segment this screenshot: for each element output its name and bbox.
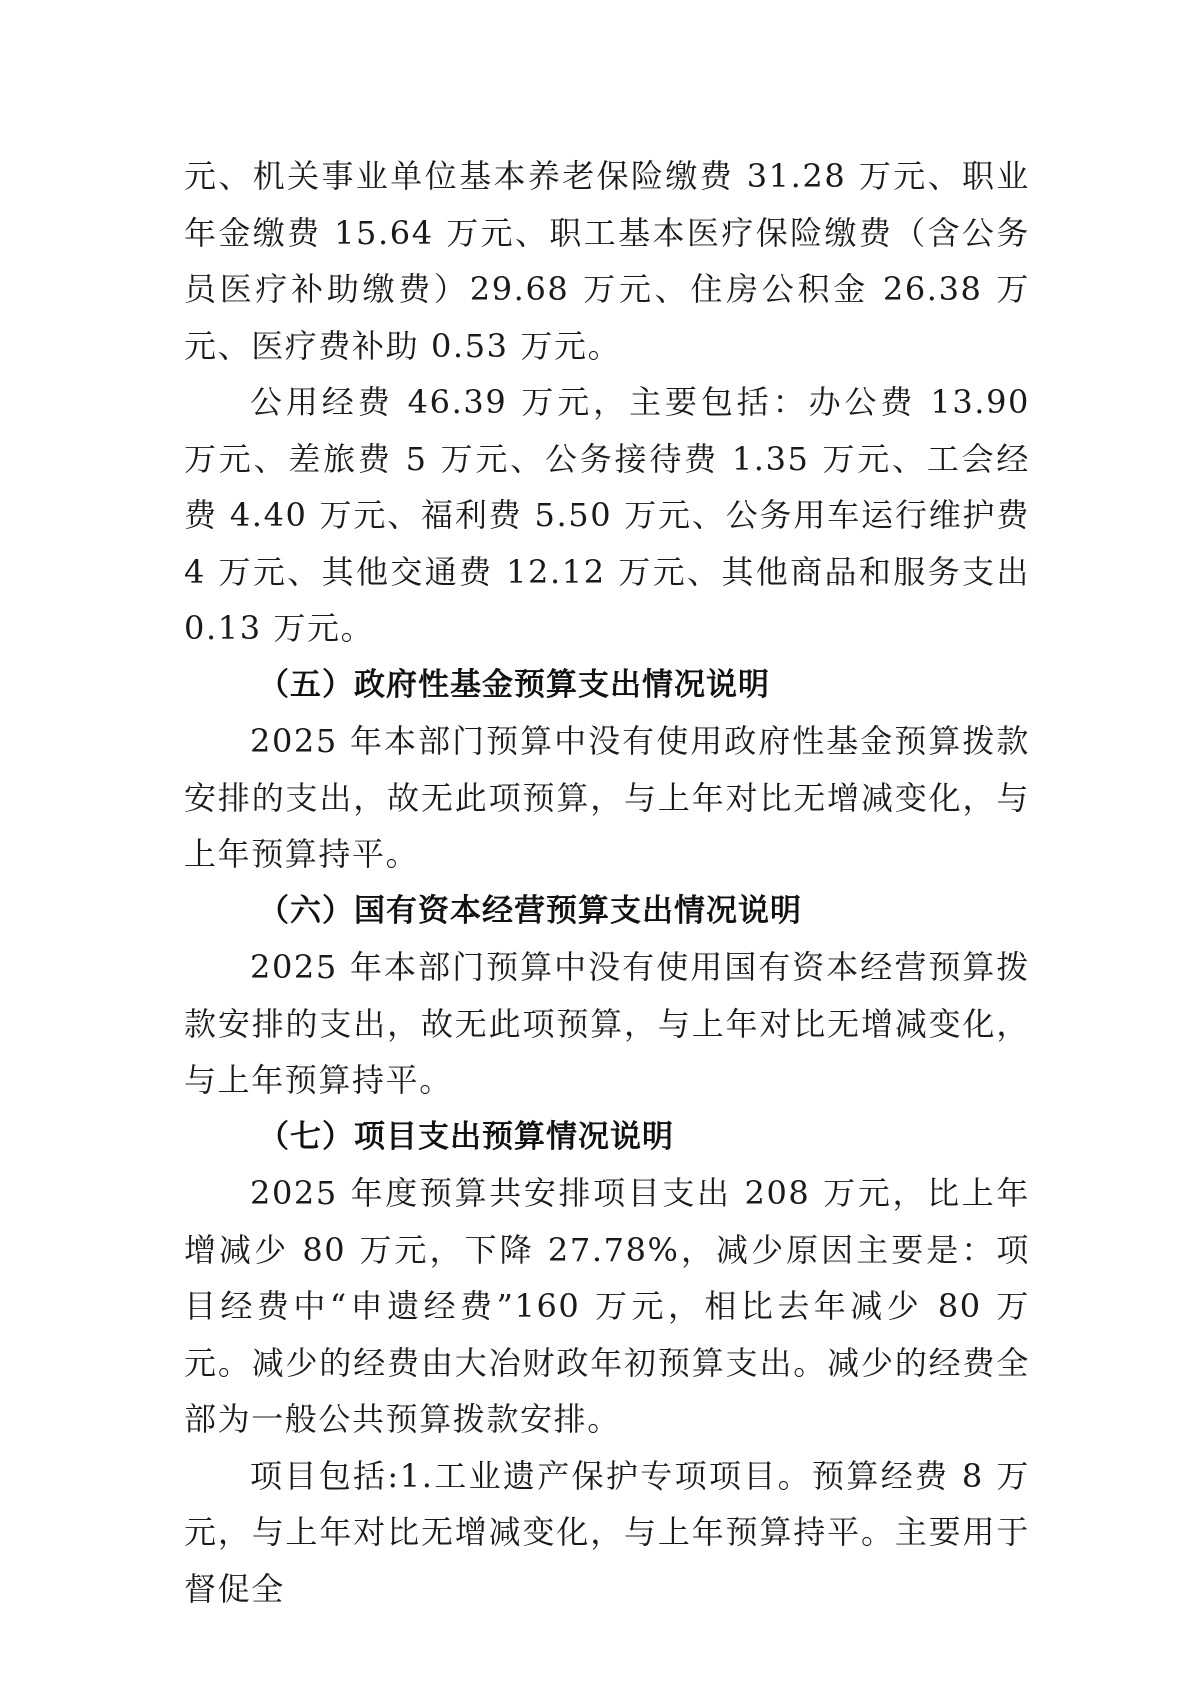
paragraph-social-insurance-continuation: 元、机关事业单位基本养老保险缴费 31.28 万元、职业年金缴费 15.64 万元、职工基本医疗保险缴费（含公务员医疗补助缴费）29.68 万元、住房公积金 26.38 万元、医疗费补助 0.53 万元。 <box>184 157 1030 365</box>
heading-government-fund-budget: （五）政府性基金预算支出情况说明 <box>258 666 770 703</box>
paragraph-state-capital-budget: 2025 年本部门预算中没有使用国有资本经营预算拨款安排的支出，故无此项预算，与上年对比无增减变化，与上年预算持平。 <box>184 948 1030 1099</box>
paragraph-public-expenses: 公用经费 46.39 万元，主要包括：办公费 13.90 万元、差旅费 5 万元、公务接待费 1.35 万元、工会经费 4.40 万元、福利费 5.50 万元、公务用车运行维护费 4 万元、其他交通费 12.12 万元、其他商品和服务支出 0.13 万元。 <box>184 383 1030 647</box>
paragraph-government-fund-budget: 2025 年本部门预算中没有使用政府性基金预算拨款安排的支出，故无此项预算，与上年对比无增减变化，与上年预算持平。 <box>184 722 1030 873</box>
paragraph-project-expenditure: 2025 年度预算共安排项目支出 208 万元，比上年增减少 80 万元，下降 27.78%，减少原因主要是：项目经费中“申遗经费”160 万元，相比去年减少 80 万元。减少的经费由大冶财政年初预算支出。减少的经费全部为一般公共预算拨款安排。 <box>184 1174 1030 1438</box>
paragraph-project-list: 项目包括:1.工业遗产保护专项项目。预算经费 8 万元，与上年对比无增减变化，与上年预算持平。主要用于督促全 <box>184 1456 1030 1608</box>
heading-project-expenditure: （七）项目支出预算情况说明 <box>258 1118 674 1155</box>
document-body <box>184 148 1030 1617</box>
heading-state-capital-budget: （六）国有资本经营预算支出情况说明 <box>258 892 802 929</box>
